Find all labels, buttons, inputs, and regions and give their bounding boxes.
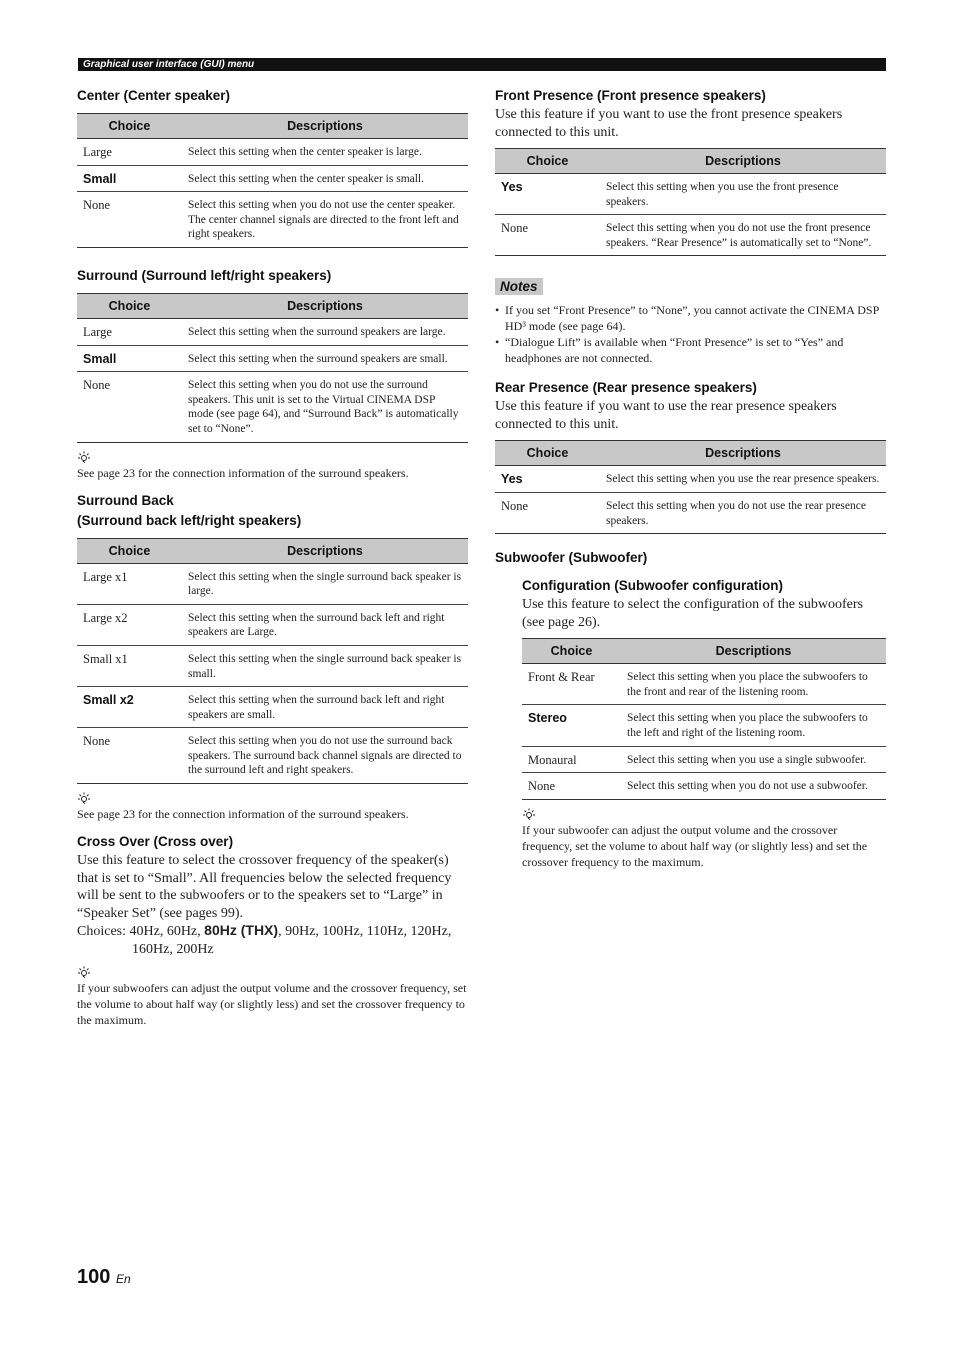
cross-over-body: Use this feature to select the crossover frequency of the speaker(s) that is set to “Small”. All frequencies below the selected frequency will be sent to the subwoofers or to the speakers set to “Large” in “Speaker Set” (see pages 99). bbox=[77, 853, 452, 921]
cross-over-choices bbox=[77, 922, 468, 958]
lightbulb-tip-icon bbox=[522, 808, 536, 820]
subwoofer-config-heading: Configuration (Subwoofer configuration) bbox=[522, 578, 783, 594]
front-presence-col-desc: Descriptions bbox=[600, 149, 886, 174]
center-heading: Center (Center speaker) bbox=[77, 88, 231, 103]
surround-tip: See page 23 for the connection information of the surround speakers. bbox=[77, 465, 409, 480]
desc-cell: Select this setting when the center speaker is small. bbox=[182, 165, 468, 192]
surround-col-choice: Choice bbox=[77, 293, 182, 318]
rear-presence-col-desc: Descriptions bbox=[600, 441, 886, 466]
table-row bbox=[77, 139, 468, 166]
surround-back-heading-1: Surround Back bbox=[77, 492, 174, 508]
table-row bbox=[77, 318, 468, 345]
choice-cell: None bbox=[77, 192, 182, 248]
section-header-title: Graphical user interface (GUI) menu bbox=[83, 59, 255, 70]
table-row bbox=[522, 664, 886, 705]
choices-suffix: , 90Hz, 100Hz, 110Hz, 120Hz, 160Hz, 200Hz bbox=[132, 924, 452, 957]
surround-back-tip: See page 23 for the connection information of the surround speakers. bbox=[77, 807, 409, 822]
rear-presence-body: Use this feature if you want to use the rear presence speakers connected to this unit. bbox=[495, 399, 837, 432]
subwoofer-config-body: Use this feature to select the configuration of the subwoofers (see page 26). bbox=[522, 597, 863, 630]
desc-cell: Select this setting when you do not use the rear presence speakers. bbox=[600, 492, 886, 533]
page-lang: En bbox=[115, 1272, 131, 1286]
notes-list bbox=[495, 302, 886, 366]
choice-cell-default: Small bbox=[77, 165, 182, 192]
table-row bbox=[77, 165, 468, 192]
table-row bbox=[77, 728, 468, 784]
choice-cell-default: Stereo bbox=[522, 705, 621, 746]
table-row bbox=[77, 604, 468, 645]
rear-presence-heading: Rear Presence (Rear presence speakers) bbox=[495, 380, 757, 396]
choice-cell: None bbox=[522, 773, 621, 800]
choice-cell-default: Yes bbox=[495, 174, 600, 215]
choice-cell: Large bbox=[77, 318, 182, 345]
page-number bbox=[77, 1266, 131, 1289]
desc-cell: Select this setting when the surround speakers are large. bbox=[182, 318, 468, 345]
table-row bbox=[522, 773, 886, 800]
desc-cell: Select this setting when the single surround back speaker is large. bbox=[182, 563, 468, 604]
center-table bbox=[77, 113, 468, 248]
desc-cell: Select this setting when you do not use the front presence speakers. “Rear Presence” is automatically set to “None”. bbox=[600, 215, 886, 256]
surround-back-table bbox=[77, 538, 468, 785]
table-row bbox=[495, 174, 886, 215]
subwoofer-heading: Subwoofer (Subwoofer) bbox=[495, 550, 648, 566]
choice-cell: None bbox=[495, 492, 600, 533]
desc-cell: Select this setting when you do not use the surround back speakers. The surround back channel signals are directed to the surround left and right speakers. bbox=[182, 728, 468, 784]
surround-heading: Surround (Surround left/right speakers) bbox=[77, 267, 332, 283]
subwoofer-col-desc: Descriptions bbox=[621, 639, 886, 664]
table-row bbox=[522, 705, 886, 746]
notes-box bbox=[495, 278, 886, 366]
table-row bbox=[77, 345, 468, 372]
rear-presence-table bbox=[495, 440, 886, 534]
desc-cell: Select this setting when the center speaker is large. bbox=[182, 139, 468, 166]
choice-cell: Large x1 bbox=[77, 563, 182, 604]
table-row bbox=[77, 192, 468, 248]
surround-table bbox=[77, 293, 468, 443]
table-row bbox=[495, 492, 886, 533]
choice-cell: None bbox=[77, 372, 182, 442]
rear-presence-col-choice: Choice bbox=[495, 441, 600, 466]
choice-cell: None bbox=[495, 215, 600, 256]
table-row bbox=[77, 645, 468, 686]
choice-cell: Large x2 bbox=[77, 604, 182, 645]
desc-cell: Select this setting when you do not use the surround speakers. This unit is set to the Virtual CINEMA DSP mode (see page 64), and “Surround Back” is automatically set to “None”. bbox=[182, 372, 468, 442]
choices-prefix: Choices: 40Hz, 60Hz, bbox=[77, 924, 205, 940]
center-col-desc: Descriptions bbox=[182, 114, 468, 139]
surround-col-desc: Descriptions bbox=[182, 293, 468, 318]
choice-cell-default: Yes bbox=[495, 466, 600, 493]
surround-back-heading-2: (Surround back left/right speakers) bbox=[77, 512, 302, 528]
notes-label: Notes bbox=[495, 278, 543, 295]
table-row bbox=[77, 687, 468, 728]
lightbulb-tip-icon bbox=[77, 792, 91, 804]
surround-back-col-desc: Descriptions bbox=[182, 538, 468, 563]
desc-cell: Select this setting when you do not use the center speaker. The center channel signals are directed to the front left and right speakers. bbox=[182, 192, 468, 248]
desc-cell: Select this setting when the surround speakers are small. bbox=[182, 345, 468, 372]
right-column bbox=[495, 86, 886, 870]
front-presence-heading: Front Presence (Front presence speakers) bbox=[495, 88, 766, 103]
table-row bbox=[77, 563, 468, 604]
cross-over-heading: Cross Over (Cross over) bbox=[77, 834, 234, 850]
choice-cell-default: Small bbox=[77, 345, 182, 372]
page-number-value: 100 bbox=[77, 1266, 111, 1288]
table-row bbox=[522, 746, 886, 773]
desc-cell: Select this setting when you place the subwoofers to the front and rear of the listening room. bbox=[621, 664, 886, 705]
front-presence-body: Use this feature if you want to use the front presence speakers connected to this unit. bbox=[495, 107, 843, 140]
subwoofer-config-table bbox=[522, 638, 886, 800]
table-row bbox=[495, 466, 886, 493]
desc-cell: Select this setting when you use the front presence speakers. bbox=[600, 174, 886, 215]
note-item: • If you set “Front Presence” to “None”, you cannot activate the CINEMA DSP HD³ mode (see page 64). bbox=[495, 302, 886, 334]
desc-cell: Select this setting when you use the rear presence speakers. bbox=[600, 466, 886, 493]
subwoofer-col-choice: Choice bbox=[522, 639, 621, 664]
choice-cell: Small x1 bbox=[77, 645, 182, 686]
lightbulb-tip-icon bbox=[77, 451, 91, 463]
subwoofer-config-block bbox=[495, 576, 886, 870]
table-row bbox=[495, 215, 886, 256]
lightbulb-tip-icon bbox=[77, 966, 91, 978]
choice-cell: Large bbox=[77, 139, 182, 166]
desc-cell: Select this setting when the surround back left and right speakers are Large. bbox=[182, 604, 468, 645]
note-item: • “Dialogue Lift” is available when “Front Presence” is set to “Yes” and headphones are not connected. bbox=[495, 334, 886, 366]
center-col-choice: Choice bbox=[77, 114, 182, 139]
front-presence-table bbox=[495, 148, 886, 256]
cross-over-tip: If your subwoofers can adjust the output volume and the crossover frequency, set the volume to about half way (or slightly less) and set the crossover frequency to the maximum. bbox=[77, 981, 467, 1028]
desc-cell: Select this setting when you place the subwoofers to the left and right of the listening room. bbox=[621, 705, 886, 746]
left-column bbox=[77, 86, 468, 1028]
table-row bbox=[77, 372, 468, 442]
subwoofer-tip: If your subwoofer can adjust the output volume and the crossover frequency, set the volume to about half way (or slightly less) and set the crossover frequency to the maximum. bbox=[522, 822, 868, 869]
desc-cell: Select this setting when the single surround back speaker is small. bbox=[182, 645, 468, 686]
desc-cell: Select this setting when the surround back left and right speakers are small. bbox=[182, 687, 468, 728]
section-header-bar bbox=[78, 58, 886, 71]
choices-default: 80Hz (THX) bbox=[204, 922, 279, 939]
choice-cell: Front & Rear bbox=[522, 664, 621, 705]
desc-cell: Select this setting when you do not use a subwoofer. bbox=[621, 773, 886, 800]
choice-cell: None bbox=[77, 728, 182, 784]
surround-back-col-choice: Choice bbox=[77, 538, 182, 563]
choice-cell-default: Small x2 bbox=[77, 687, 182, 728]
desc-cell: Select this setting when you use a single subwoofer. bbox=[621, 746, 886, 773]
choice-cell: Monaural bbox=[522, 746, 621, 773]
front-presence-col-choice: Choice bbox=[495, 149, 600, 174]
